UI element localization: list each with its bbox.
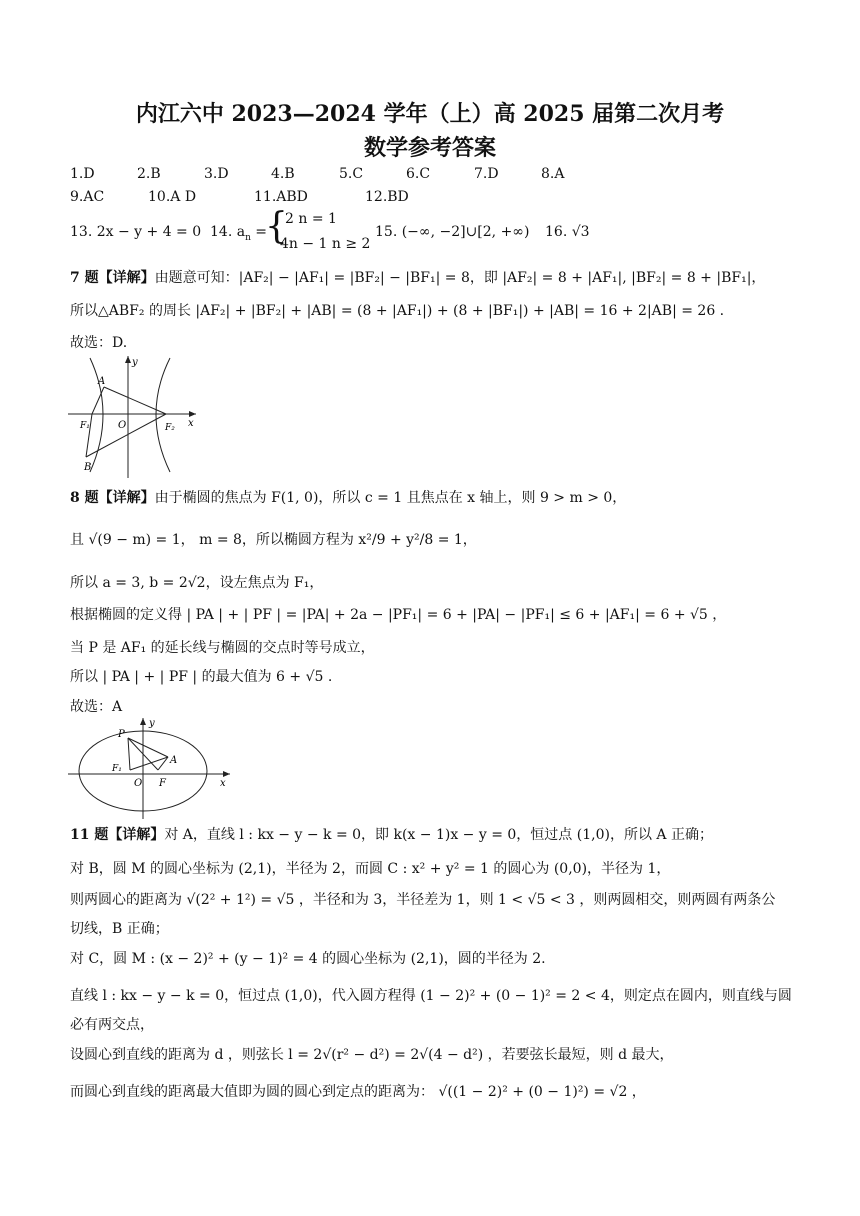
answer-8: 8.A: [541, 166, 565, 182]
q7-line3: 故选：D.: [70, 335, 128, 351]
q7-line2: 所以△ABF₂ 的周长 |AF₂| + |BF₂| + |AB| = (8 + |AF₁|) + (8 + |BF₁|) + |AB| = 16 + 2|AB| = 26 .: [70, 303, 725, 319]
fig7-y-label: y: [132, 357, 138, 368]
answer-14-prefix: 14. $a_n$ =: [210, 224, 268, 243]
fig8-F1-label: F₁: [112, 764, 122, 774]
q7-line1: 7 题【详解】由题意可知：|AF₂| − |AF₁| = |BF₂| − |BF₁| = 8，即 |AF₂| = 8 + |AF₁|, |BF₂| = 8 + |BF₁|，: [70, 270, 766, 286]
q8-line1: 8 题【详解】由于椭圆的焦点为 F(1, 0)，所以 c = 1 且焦点在 x 轴上，则 9 > m > 0，: [70, 490, 627, 506]
title-line1: 内江六中 2023—2024 学年（上）高 2025 届第二次月考: [135, 101, 725, 127]
fig7-O-label: O: [118, 420, 127, 431]
fig8-P-label: P: [118, 729, 125, 740]
fig7-F1-label: F₁: [80, 421, 90, 431]
fig7-x-label: x: [188, 418, 194, 429]
answer-5: 5.C: [339, 166, 364, 182]
q8-line4: 根据椭圆的定义得 | PA | + | PF | = |PA| + 2a − |PF₁| = 6 + |PA| − |PF₁| ≤ 6 + |AF₁| = 6 + √5 ，: [70, 607, 727, 623]
answer-11: 11.ABD: [254, 189, 308, 205]
fig7-B-label: B: [84, 462, 92, 473]
answer-16: 16. √3: [545, 224, 590, 240]
answer-13: 13. 2x − y + 4 = 0: [70, 224, 202, 240]
answer-14-case2: 4n − 1 n ≥ 2: [280, 236, 371, 252]
q8-line7: 故选：A: [70, 699, 123, 715]
answer-4: 4.B: [271, 166, 295, 182]
brace-icon: {: [265, 206, 288, 247]
answer-9: 9.AC: [70, 189, 105, 205]
answer-14-case1: 2 n = 1: [285, 211, 337, 227]
q11-line8: 设圆心到直线的距离为 d ，则弦长 l = 2√(r² − d²) = 2√(4 − d²) ，若要弦长最短，则 d 最大，: [70, 1047, 674, 1063]
fig8-O-label: O: [134, 778, 143, 789]
ellipse-figure: [68, 716, 233, 820]
answer-6: 6.C: [406, 166, 431, 182]
hyperbola-figure: [68, 354, 198, 479]
fig8-x-label: x: [220, 778, 226, 789]
title-line2: 数学参考答案: [363, 135, 496, 161]
q11-line7: 必有两交点，: [70, 1017, 154, 1033]
answer-12: 12.BD: [365, 189, 409, 205]
fig8-A-label: A: [170, 755, 178, 766]
q11-line2: 对 B，圆 M 的圆心坐标为 (2,1)，半径为 2，而圆 C : x² + y² = 1 的圆心为 (0,0)，半径为 1，: [70, 861, 671, 877]
q8-line5: 当 P 是 AF₁ 的延长线与椭圆的交点时等号成立，: [70, 640, 375, 656]
q8-line6: 所以 | PA | + | PF | 的最大值为 6 + √5 .: [70, 669, 333, 685]
q11-line4: 切线，B 正确；: [70, 921, 169, 937]
answer-10: 10.A D: [148, 189, 197, 205]
q11-line5: 对 C，圆 M : (x − 2)² + (y − 1)² = 4 的圆心坐标为 (2,1)，圆的半径为 2.: [70, 951, 546, 967]
answer-1: 1.D: [70, 166, 95, 182]
q8-line2: 且 √(9 − m) = 1， m = 8，所以椭圆方程为 x²/9 + y²/8 = 1，: [70, 532, 477, 548]
fig7-A-label: A: [98, 376, 106, 387]
fig8-F-label: F: [159, 778, 166, 789]
answer-15: 15. (−∞, −2]∪[2, +∞): [375, 224, 530, 240]
answer-7: 7.D: [474, 166, 499, 182]
q8-line3: 所以 a = 3, b = 2√2，设左焦点为 F₁，: [70, 575, 324, 591]
q11-line3: 则两圆心的距离为 √(2² + 1²) = √5 ，半径和为 3，半径差为 1，则 1 < √5 < 3 ，则两圆相交，则两圆有两条公: [70, 892, 776, 908]
q11-line6: 直线 l : kx − y − k = 0，恒过点 (1,0)，代入圆方程得 (1 − 2)² + (0 − 1)² = 2 < 4，则定点在圆内，则直线与圆: [70, 988, 792, 1004]
answer-2: 2.B: [137, 166, 161, 182]
fig7-F2-label: F₂: [165, 423, 175, 433]
q11-line9: 而圆心到直线的距离最大值即为圆的圆心到定点的距离为： √((1 − 2)² + (0 − 1)²) = √2 ，: [70, 1084, 646, 1100]
answer-3: 3.D: [204, 166, 229, 182]
q11-line1: 11 题【详解】对 A，直线 l : kx − y − k = 0，即 k(x − 1)x − y = 0，恒过点 (1,0)，所以 A 正确；: [70, 827, 713, 843]
fig8-y-label: y: [149, 718, 155, 729]
